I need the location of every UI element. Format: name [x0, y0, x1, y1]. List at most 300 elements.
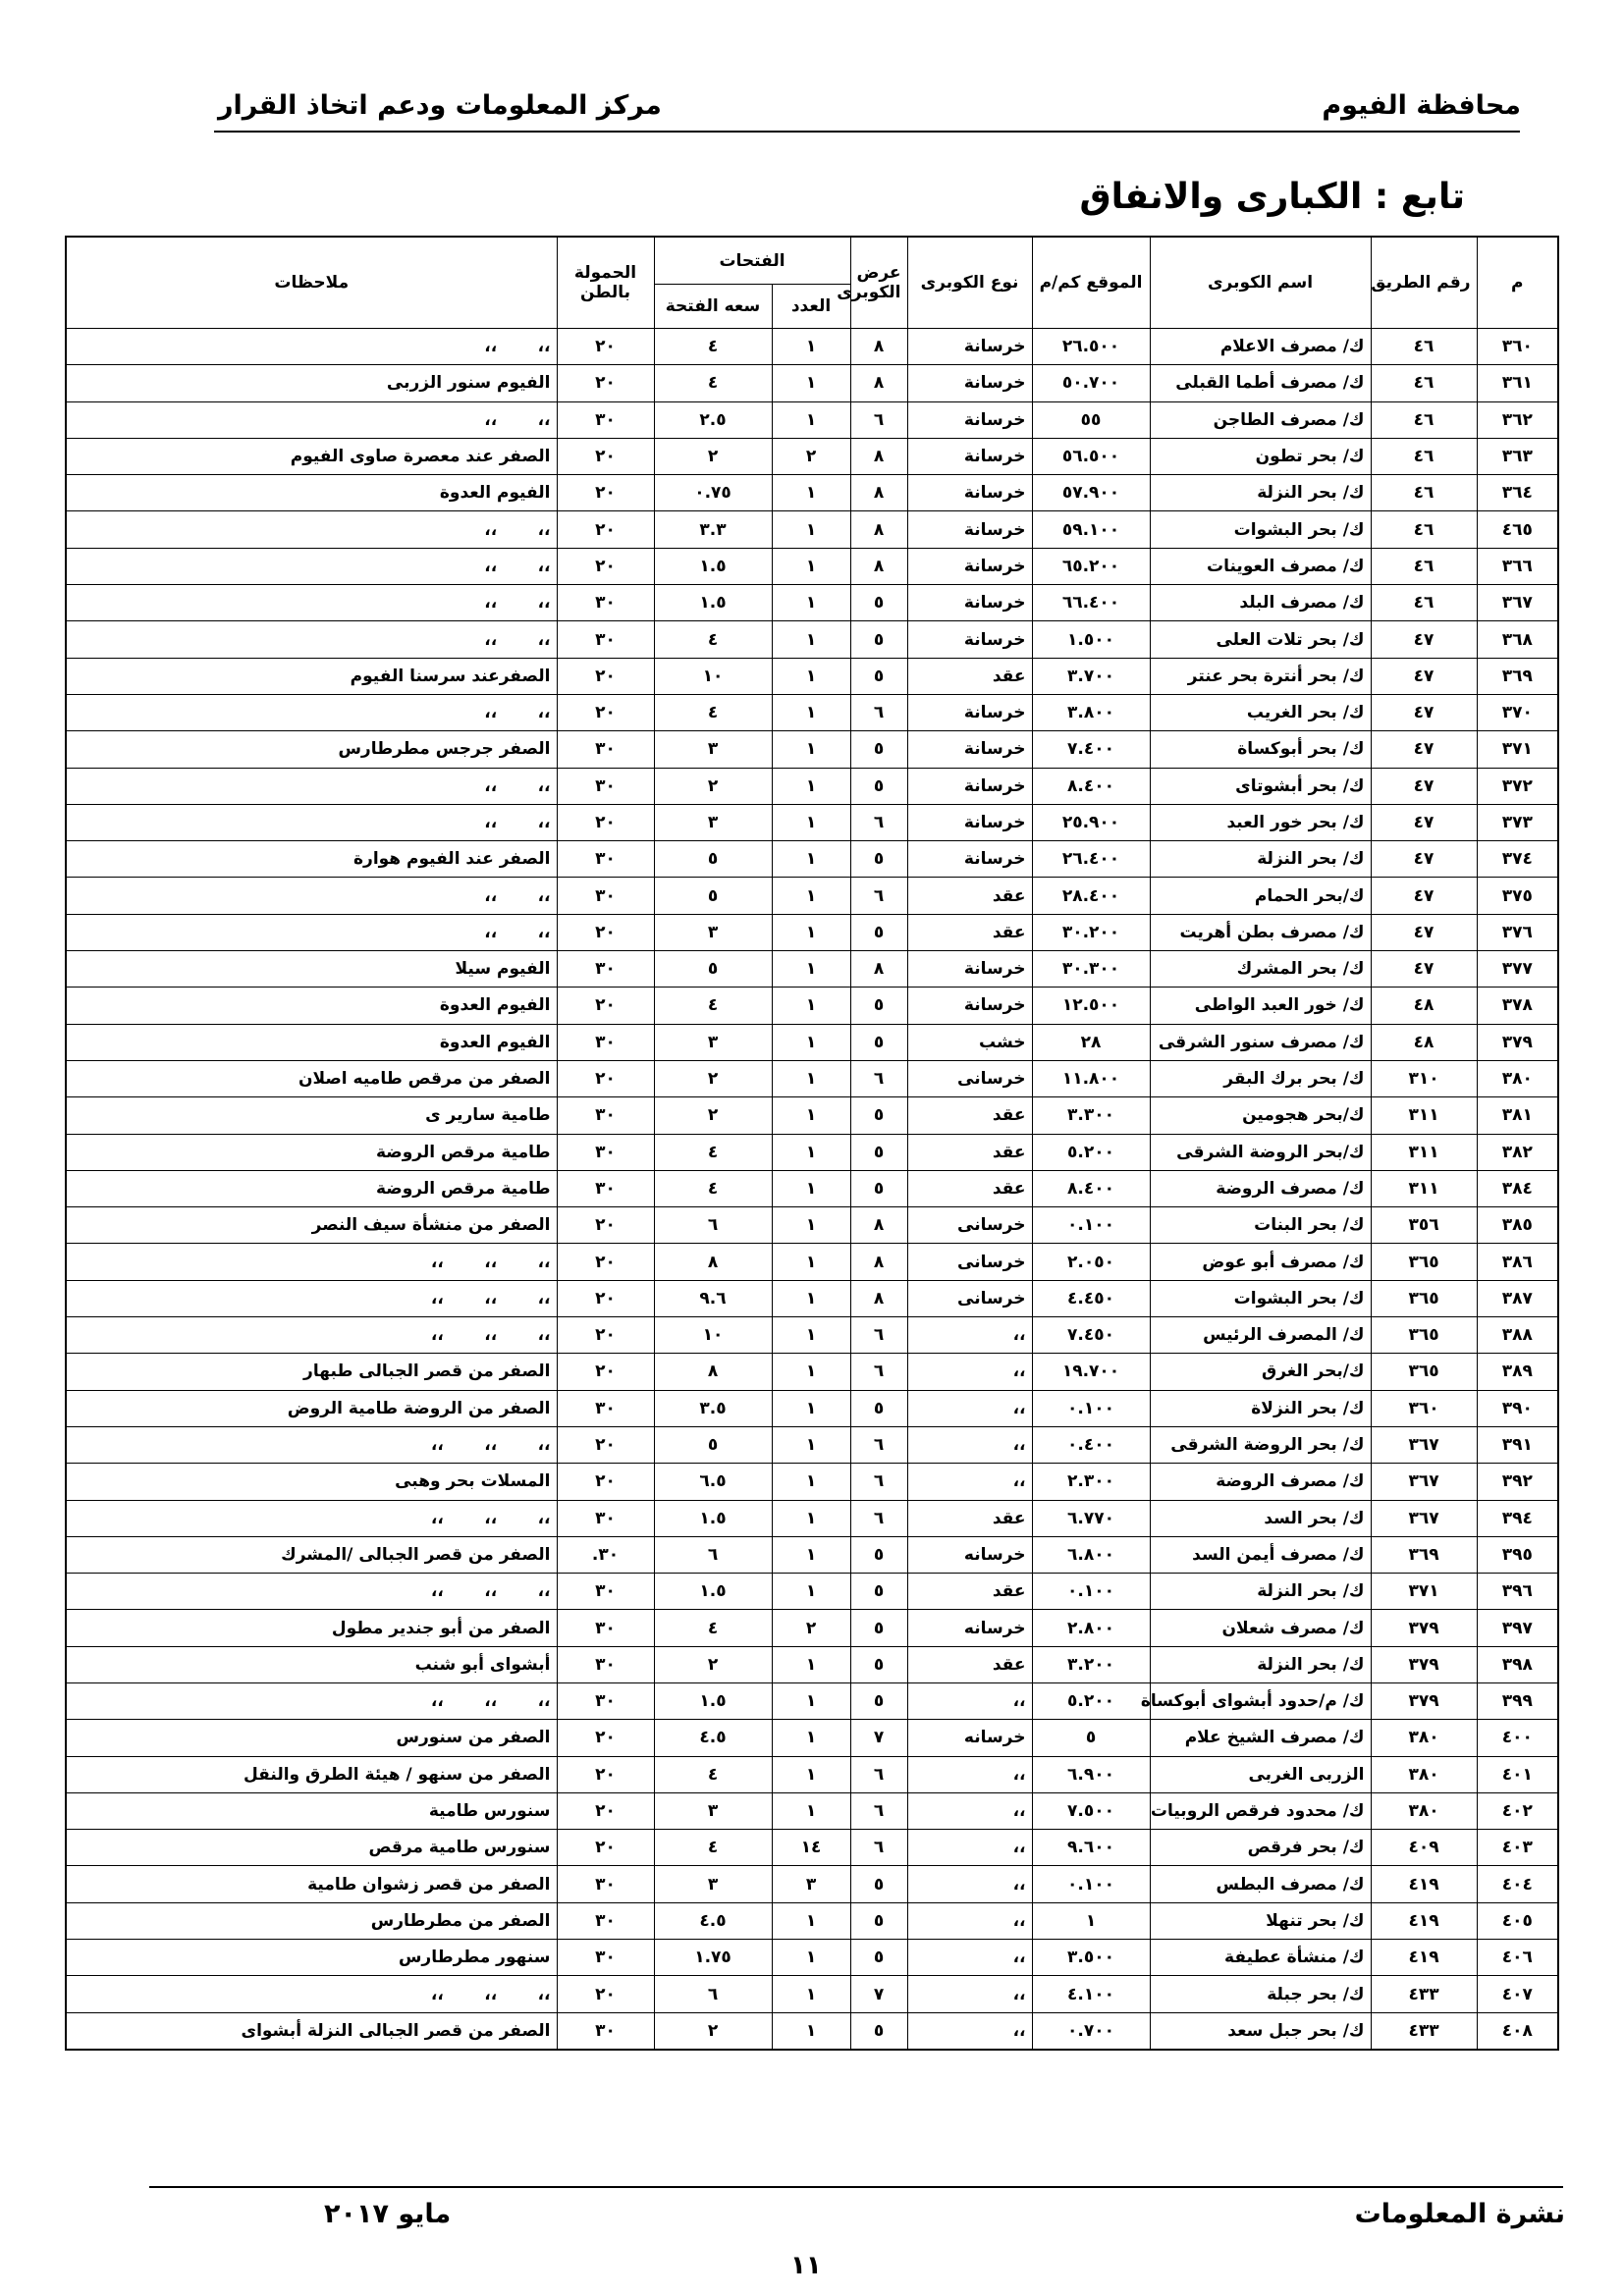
table-row	[66, 1792, 1558, 1829]
table-header-row	[66, 237, 1558, 285]
cell-location: ٦.٧٧٠	[1032, 1500, 1150, 1536]
col-load: الحمولة بالطن	[557, 237, 654, 329]
cell-type: ،،	[907, 1464, 1032, 1500]
cell-road-no: ٤٦	[1371, 401, 1477, 438]
cell-location: ٣.٧٠٠	[1032, 658, 1150, 694]
cell-serial: ٣٧٤	[1477, 841, 1558, 878]
cell-notes: الفيوم العدوة	[66, 988, 557, 1024]
cell-type: ،،	[907, 1682, 1032, 1719]
cell-bridge-name: ك/ مصرف أطما القبلى	[1150, 365, 1371, 401]
header-divider	[214, 131, 1520, 133]
cell-load: ٢٠	[557, 548, 654, 584]
cell-location: ٦٦.٤٠٠	[1032, 585, 1150, 621]
table-row	[66, 2012, 1558, 2050]
cell-road-no: ٤٧	[1371, 951, 1477, 988]
cell-opening-width: ٤.٥	[654, 1720, 772, 1756]
cell-bridge-name: ك/ بحر النزلة	[1150, 1646, 1371, 1682]
cell-location: ٣.٢٠٠	[1032, 1646, 1150, 1682]
table-row	[66, 694, 1558, 730]
table-row	[66, 658, 1558, 694]
table-row	[66, 878, 1558, 914]
cell-openings-count: ١	[772, 1756, 850, 1792]
cell-notes: ،، ،، ،،	[66, 1280, 557, 1316]
cell-load: ٣٠	[557, 731, 654, 768]
cell-width: ٥	[850, 1610, 907, 1646]
cell-openings-count: ١	[772, 1097, 850, 1134]
cell-notes: ،، ،،	[66, 511, 557, 548]
cell-width: ٦	[850, 1060, 907, 1096]
cell-serial: ٣٧٣	[1477, 804, 1558, 840]
cell-opening-width: ٣.٥	[654, 1390, 772, 1426]
cell-width: ٥	[850, 1574, 907, 1610]
cell-notes: ،، ،،	[66, 768, 557, 804]
cell-notes: الصفر من مرقص طاميه اصلان	[66, 1060, 557, 1096]
cell-type: ،،	[907, 1866, 1032, 1902]
cell-load: ٣٠	[557, 1170, 654, 1206]
cell-openings-count: ١	[772, 585, 850, 621]
cell-opening-width: ١.٥	[654, 585, 772, 621]
cell-type: ،،	[907, 1902, 1032, 1939]
cell-openings-count: ١	[772, 511, 850, 548]
cell-serial: ٣٦٩	[1477, 658, 1558, 694]
cell-road-no: ٤٣٣	[1371, 1976, 1477, 2012]
cell-location: ٠.١٠٠	[1032, 1574, 1150, 1610]
cell-load: ٢٠	[557, 1354, 654, 1390]
cell-openings-count: ١	[772, 951, 850, 988]
cell-opening-width: ٢	[654, 768, 772, 804]
cell-road-no: ٤١٩	[1371, 1866, 1477, 1902]
cell-serial: ٣٦٨	[1477, 621, 1558, 658]
cell-notes: الفيوم العدوة	[66, 1024, 557, 1060]
cell-width: ٥	[850, 585, 907, 621]
table-row	[66, 951, 1558, 988]
cell-serial: ٣٨٧	[1477, 1280, 1558, 1316]
table-row	[66, 621, 1558, 658]
cell-location: ٣.٥٠٠	[1032, 1940, 1150, 1976]
cell-notes: الصفر عند معصرة صاوى الفيوم	[66, 438, 557, 474]
cell-road-no: ٤٦	[1371, 365, 1477, 401]
cell-road-no: ٣٥٦	[1371, 1207, 1477, 1244]
cell-width: ٦	[850, 1426, 907, 1463]
cell-serial: ٤٠٠	[1477, 1720, 1558, 1756]
table-row	[66, 1646, 1558, 1682]
cell-notes: الصفر من قصر الجبالى /المشرك	[66, 1536, 557, 1573]
cell-openings-count: ١	[772, 1280, 850, 1316]
header-governorate: محافظة الفيوم	[1322, 90, 1521, 121]
cell-load: ٢٠	[557, 1317, 654, 1354]
cell-road-no: ٣٨٠	[1371, 1720, 1477, 1756]
cell-road-no: ٣١١	[1371, 1134, 1477, 1170]
cell-openings-count: ١	[772, 1976, 850, 2012]
cell-openings-count: ١	[772, 1170, 850, 1206]
cell-road-no: ٣٧١	[1371, 1574, 1477, 1610]
cell-bridge-name: ك/ بحر السد	[1150, 1500, 1371, 1536]
cell-notes: الصفر من سنهو / هيئة الطرق والنقل	[66, 1756, 557, 1792]
cell-openings-count: ١	[772, 988, 850, 1024]
cell-notes: سنورس طامية	[66, 1792, 557, 1829]
col-opening-width: سعه الفتحة	[654, 285, 772, 329]
cell-type: ،،	[907, 1317, 1032, 1354]
table-row	[66, 1866, 1558, 1902]
cell-load: ٣٠	[557, 951, 654, 988]
cell-opening-width: ١.٥	[654, 548, 772, 584]
cell-opening-width: ٣	[654, 914, 772, 950]
cell-serial: ٣٩٤	[1477, 1500, 1558, 1536]
cell-bridge-name: ك/بحر الحمام	[1150, 878, 1371, 914]
cell-road-no: ٣٧٩	[1371, 1610, 1477, 1646]
cell-notes: ،، ،، ،،	[66, 1976, 557, 2012]
cell-notes: طامية مرقص الروضة	[66, 1134, 557, 1170]
cell-road-no: ٤٦	[1371, 585, 1477, 621]
cell-width: ٦	[850, 401, 907, 438]
cell-load: ٢٠	[557, 1792, 654, 1829]
cell-bridge-name: ك/ مصرف البلد	[1150, 585, 1371, 621]
cell-bridge-name: ك/ بحر النزلة	[1150, 1574, 1371, 1610]
cell-openings-count: ١	[772, 1464, 850, 1500]
table-row	[66, 988, 1558, 1024]
cell-width: ٥	[850, 621, 907, 658]
cell-openings-count: ١	[772, 1792, 850, 1829]
cell-bridge-name: ك/ مصرف الاعلام	[1150, 329, 1371, 365]
cell-type: خرسانى	[907, 1060, 1032, 1096]
cell-width: ٥	[850, 1536, 907, 1573]
table-row	[66, 1207, 1558, 1244]
table-row	[66, 548, 1558, 584]
cell-load: ٣٠	[557, 585, 654, 621]
table-row	[66, 768, 1558, 804]
cell-openings-count: ١	[772, 804, 850, 840]
cell-opening-width: ٥	[654, 1426, 772, 1463]
cell-notes: ،، ،، ،،	[66, 1244, 557, 1280]
cell-width: ٥	[850, 1940, 907, 1976]
cell-serial: ٤٦٥	[1477, 511, 1558, 548]
table-row	[66, 1060, 1558, 1096]
cell-notes: الفيوم العدوة	[66, 475, 557, 511]
cell-width: ٦	[850, 1756, 907, 1792]
cell-serial: ٣٦٠	[1477, 329, 1558, 365]
cell-serial: ٣٨٦	[1477, 1244, 1558, 1280]
cell-type: ،،	[907, 2012, 1032, 2050]
section-title: تابع : الكبارى والانفاق	[1079, 177, 1465, 217]
cell-width: ٨	[850, 1207, 907, 1244]
cell-serial: ٣٨٥	[1477, 1207, 1558, 1244]
cell-road-no: ٣٦٧	[1371, 1426, 1477, 1463]
cell-width: ٥	[850, 1097, 907, 1134]
header-center-name: مركز المعلومات ودعم اتخاذ القرار	[218, 90, 662, 121]
cell-bridge-name: ك/ مصرف شعلان	[1150, 1610, 1371, 1646]
cell-bridge-name: ك/ محدود فرقص الروبيات	[1150, 1792, 1371, 1829]
cell-road-no: ٤٧	[1371, 914, 1477, 950]
cell-opening-width: ٣	[654, 731, 772, 768]
cell-bridge-name: ك/ بحر البشوات	[1150, 1280, 1371, 1316]
cell-width: ٨	[850, 475, 907, 511]
cell-notes: ،، ،، ،،	[66, 1682, 557, 1719]
cell-bridge-name: ك/ بحر تنهلا	[1150, 1902, 1371, 1939]
cell-serial: ٣٨٩	[1477, 1354, 1558, 1390]
cell-road-no: ٣٦٧	[1371, 1500, 1477, 1536]
cell-bridge-name: ك/ مصرف العوينات	[1150, 548, 1371, 584]
cell-load: ٢٠	[557, 1976, 654, 2012]
cell-location: ٠.١٠٠	[1032, 1390, 1150, 1426]
cell-location: ١٩.٧٠٠	[1032, 1354, 1150, 1390]
cell-location: ٥.٢٠٠	[1032, 1682, 1150, 1719]
cell-openings-count: ١	[772, 621, 850, 658]
cell-load: ٣٠	[557, 878, 654, 914]
cell-load: ٢٠	[557, 1244, 654, 1280]
cell-type: خرسانه	[907, 1610, 1032, 1646]
cell-width: ٧	[850, 1720, 907, 1756]
cell-type: خرسانى	[907, 1207, 1032, 1244]
cell-type: خرسانى	[907, 1280, 1032, 1316]
cell-bridge-name: ك/ بحر الروضة الشرقى	[1150, 1426, 1371, 1463]
cell-location: ٢٥.٩٠٠	[1032, 804, 1150, 840]
cell-location: ٥٦.٥٠٠	[1032, 438, 1150, 474]
cell-load: ٣٠	[557, 1902, 654, 1939]
footer-divider	[149, 2186, 1563, 2188]
cell-notes: الصفر من أبو جندير مطول	[66, 1610, 557, 1646]
table-row	[66, 1830, 1558, 1866]
cell-notes: ،، ،،	[66, 694, 557, 730]
cell-bridge-name: ك/ بحر برك البقر	[1150, 1060, 1371, 1096]
cell-serial: ٣٨٨	[1477, 1317, 1558, 1354]
table-row	[66, 365, 1558, 401]
cell-openings-count: ١	[772, 365, 850, 401]
cell-load: ٣٠	[557, 1024, 654, 1060]
cell-width: ٨	[850, 438, 907, 474]
cell-bridge-name: ك/ مصرف بطن أهريت	[1150, 914, 1371, 950]
cell-road-no: ٣٦٥	[1371, 1244, 1477, 1280]
cell-width: ٦	[850, 1464, 907, 1500]
cell-type: ،،	[907, 1390, 1032, 1426]
cell-bridge-name: ك/ بحر النزلة	[1150, 475, 1371, 511]
cell-openings-count: ١	[772, 1317, 850, 1354]
cell-location: ٠.٧٠٠	[1032, 2012, 1150, 2050]
cell-location: ٠.١٠٠	[1032, 1207, 1150, 1244]
cell-load: ٣٠	[557, 1097, 654, 1134]
cell-openings-count: ١	[772, 1390, 850, 1426]
cell-notes: ،، ،، ،،	[66, 1574, 557, 1610]
cell-serial: ٣٧٥	[1477, 878, 1558, 914]
cell-serial: ٣٦٣	[1477, 438, 1558, 474]
cell-width: ٥	[850, 658, 907, 694]
cell-width: ٨	[850, 548, 907, 584]
cell-openings-count: ١	[772, 768, 850, 804]
cell-serial: ٣٦٧	[1477, 585, 1558, 621]
cell-load: ٣٠	[557, 1866, 654, 1902]
cell-location: ٦.٨٠٠	[1032, 1536, 1150, 1573]
cell-road-no: ٣١١	[1371, 1097, 1477, 1134]
cell-width: ٨	[850, 365, 907, 401]
cell-road-no: ٣٦٠	[1371, 1390, 1477, 1426]
cell-notes: ،، ،،	[66, 878, 557, 914]
cell-type: ،،	[907, 1940, 1032, 1976]
cell-width: ٥	[850, 1902, 907, 1939]
cell-notes: ،، ،،	[66, 329, 557, 365]
cell-opening-width: ٣	[654, 1792, 772, 1829]
cell-road-no: ٣٨٠	[1371, 1756, 1477, 1792]
cell-opening-width: ٢.٥	[654, 401, 772, 438]
cell-serial: ٣٧٢	[1477, 768, 1558, 804]
cell-opening-width: ٤	[654, 988, 772, 1024]
cell-type: خرسانة	[907, 694, 1032, 730]
cell-width: ٦	[850, 878, 907, 914]
cell-location: ٦٥.٢٠٠	[1032, 548, 1150, 584]
cell-opening-width: ٤	[654, 1610, 772, 1646]
table-row	[66, 1902, 1558, 1939]
cell-road-no: ٤٠٩	[1371, 1830, 1477, 1866]
cell-type: خرسانة	[907, 841, 1032, 878]
cell-openings-count: ١	[772, 694, 850, 730]
cell-width: ٦	[850, 694, 907, 730]
cell-opening-width: ٦	[654, 1976, 772, 2012]
cell-location: ٦.٩٠٠	[1032, 1756, 1150, 1792]
col-type: نوع الكوبرى	[907, 237, 1032, 329]
cell-opening-width: ٢	[654, 2012, 772, 2050]
table-row	[66, 1536, 1558, 1573]
table-row	[66, 1500, 1558, 1536]
cell-bridge-name: ك/ م/حدود أبشواى أبوكساة	[1150, 1682, 1371, 1719]
cell-width: ٦	[850, 1354, 907, 1390]
table-row	[66, 475, 1558, 511]
cell-load: ٢٠	[557, 1756, 654, 1792]
cell-width: ٦	[850, 1792, 907, 1829]
footer-date: مايو ٢٠١٧	[324, 2199, 452, 2229]
cell-location: ٢٨	[1032, 1024, 1150, 1060]
cell-opening-width: ٤	[654, 621, 772, 658]
cell-notes: ،، ،،	[66, 914, 557, 950]
table-row	[66, 1610, 1558, 1646]
cell-openings-count: ٢	[772, 438, 850, 474]
cell-load: ٢٠	[557, 1464, 654, 1500]
cell-type: خرسانة	[907, 804, 1032, 840]
cell-bridge-name: ك/ منشأة عطيفة	[1150, 1940, 1371, 1976]
cell-notes: الصفر جرجس مطرطارس	[66, 731, 557, 768]
cell-type: عقد	[907, 1170, 1032, 1206]
cell-location: ٥٥	[1032, 401, 1150, 438]
cell-load: ٣٠.	[557, 1536, 654, 1573]
cell-load: ٣٠	[557, 1390, 654, 1426]
cell-bridge-name: ك/ بحر الغريب	[1150, 694, 1371, 730]
table-row	[66, 1317, 1558, 1354]
cell-type: خرسانة	[907, 329, 1032, 365]
cell-openings-count: ١	[772, 1134, 850, 1170]
cell-type: خرسانة	[907, 475, 1032, 511]
cell-bridge-name: ك/ مصرف الروضة	[1150, 1170, 1371, 1206]
cell-road-no: ٤٧	[1371, 878, 1477, 914]
table-row	[66, 1170, 1558, 1206]
cell-width: ٥	[850, 1024, 907, 1060]
cell-load: ٢٠	[557, 914, 654, 950]
cell-type: خرسانة	[907, 401, 1032, 438]
cell-openings-count: ١	[772, 1902, 850, 1939]
cell-road-no: ٤٧	[1371, 841, 1477, 878]
cell-location: ١.٥٠٠	[1032, 621, 1150, 658]
cell-width: ٨	[850, 951, 907, 988]
cell-road-no: ٤١٩	[1371, 1940, 1477, 1976]
cell-width: ٥	[850, 768, 907, 804]
col-road-no: رقم الطريق	[1371, 237, 1477, 329]
table-row	[66, 914, 1558, 950]
cell-load: ٣٠	[557, 1646, 654, 1682]
cell-type: خرسانة	[907, 548, 1032, 584]
cell-opening-width: ٤	[654, 1830, 772, 1866]
cell-notes: ،، ،، ،،	[66, 1500, 557, 1536]
cell-width: ٥	[850, 1134, 907, 1170]
cell-opening-width: ٤	[654, 694, 772, 730]
cell-bridge-name: ك/ مصرف الطاجن	[1150, 401, 1371, 438]
cell-width: ٧	[850, 1976, 907, 2012]
cell-road-no: ٣٨٠	[1371, 1792, 1477, 1829]
cell-bridge-name: ك/ مصرف سنور الشرقى	[1150, 1024, 1371, 1060]
cell-type: خرسانه	[907, 1720, 1032, 1756]
table-row	[66, 1134, 1558, 1170]
cell-bridge-name: ك/ بحر النزلة	[1150, 841, 1371, 878]
cell-serial: ٣٧٧	[1477, 951, 1558, 988]
cell-road-no: ٤٣٣	[1371, 2012, 1477, 2050]
cell-type: ،،	[907, 1830, 1032, 1866]
cell-load: ٣٠	[557, 621, 654, 658]
table-row	[66, 1244, 1558, 1280]
table-row	[66, 585, 1558, 621]
cell-bridge-name: ك/ خور العبد الواطى	[1150, 988, 1371, 1024]
table-row	[66, 841, 1558, 878]
bridges-table	[65, 236, 1559, 2051]
table-row	[66, 804, 1558, 840]
cell-location: ٣.٣٠٠	[1032, 1097, 1150, 1134]
cell-width: ٦	[850, 1830, 907, 1866]
cell-width: ٨	[850, 511, 907, 548]
cell-road-no: ٣٦٩	[1371, 1536, 1477, 1573]
cell-notes: أبشواى أبو شنب	[66, 1646, 557, 1682]
table-row	[66, 731, 1558, 768]
cell-serial: ٣٦٦	[1477, 548, 1558, 584]
cell-type: عقد	[907, 914, 1032, 950]
cell-opening-width: ٥	[654, 841, 772, 878]
cell-serial: ٤٠٤	[1477, 1866, 1558, 1902]
cell-notes: الفيوم سنور الزربى	[66, 365, 557, 401]
cell-location: ٢٨.٤٠٠	[1032, 878, 1150, 914]
cell-notes: الصفر من قصر زشوان طامية	[66, 1866, 557, 1902]
cell-opening-width: ٨	[654, 1244, 772, 1280]
col-notes: ملاحظات	[66, 237, 557, 329]
table-row	[66, 1390, 1558, 1426]
cell-bridge-name: الزربى الغربى	[1150, 1756, 1371, 1792]
cell-road-no: ٤٧	[1371, 804, 1477, 840]
cell-serial: ٣٩٠	[1477, 1390, 1558, 1426]
cell-openings-count: ١	[772, 1207, 850, 1244]
cell-load: ٣٠	[557, 841, 654, 878]
cell-notes: الصفر من سنورس	[66, 1720, 557, 1756]
cell-notes: ،، ،، ،،	[66, 1426, 557, 1463]
cell-type: خرسانة	[907, 585, 1032, 621]
cell-serial: ٣٨٠	[1477, 1060, 1558, 1096]
cell-serial: ٣٨٢	[1477, 1134, 1558, 1170]
cell-road-no: ٣١٠	[1371, 1060, 1477, 1096]
cell-type: خرسانة	[907, 438, 1032, 474]
cell-openings-count: ١	[772, 914, 850, 950]
cell-load: ٣٠	[557, 401, 654, 438]
cell-openings-count: ١	[772, 1682, 850, 1719]
cell-serial: ٤٠١	[1477, 1756, 1558, 1792]
cell-bridge-name: ك/ بحر أبشوتاى	[1150, 768, 1371, 804]
cell-load: ٣٠	[557, 1500, 654, 1536]
cell-width: ٦	[850, 804, 907, 840]
cell-load: ٣٠	[557, 2012, 654, 2050]
cell-road-no: ٣٧٩	[1371, 1646, 1477, 1682]
cell-road-no: ٤٧	[1371, 768, 1477, 804]
cell-openings-count: ١	[772, 1060, 850, 1096]
cell-serial: ٣٨١	[1477, 1097, 1558, 1134]
